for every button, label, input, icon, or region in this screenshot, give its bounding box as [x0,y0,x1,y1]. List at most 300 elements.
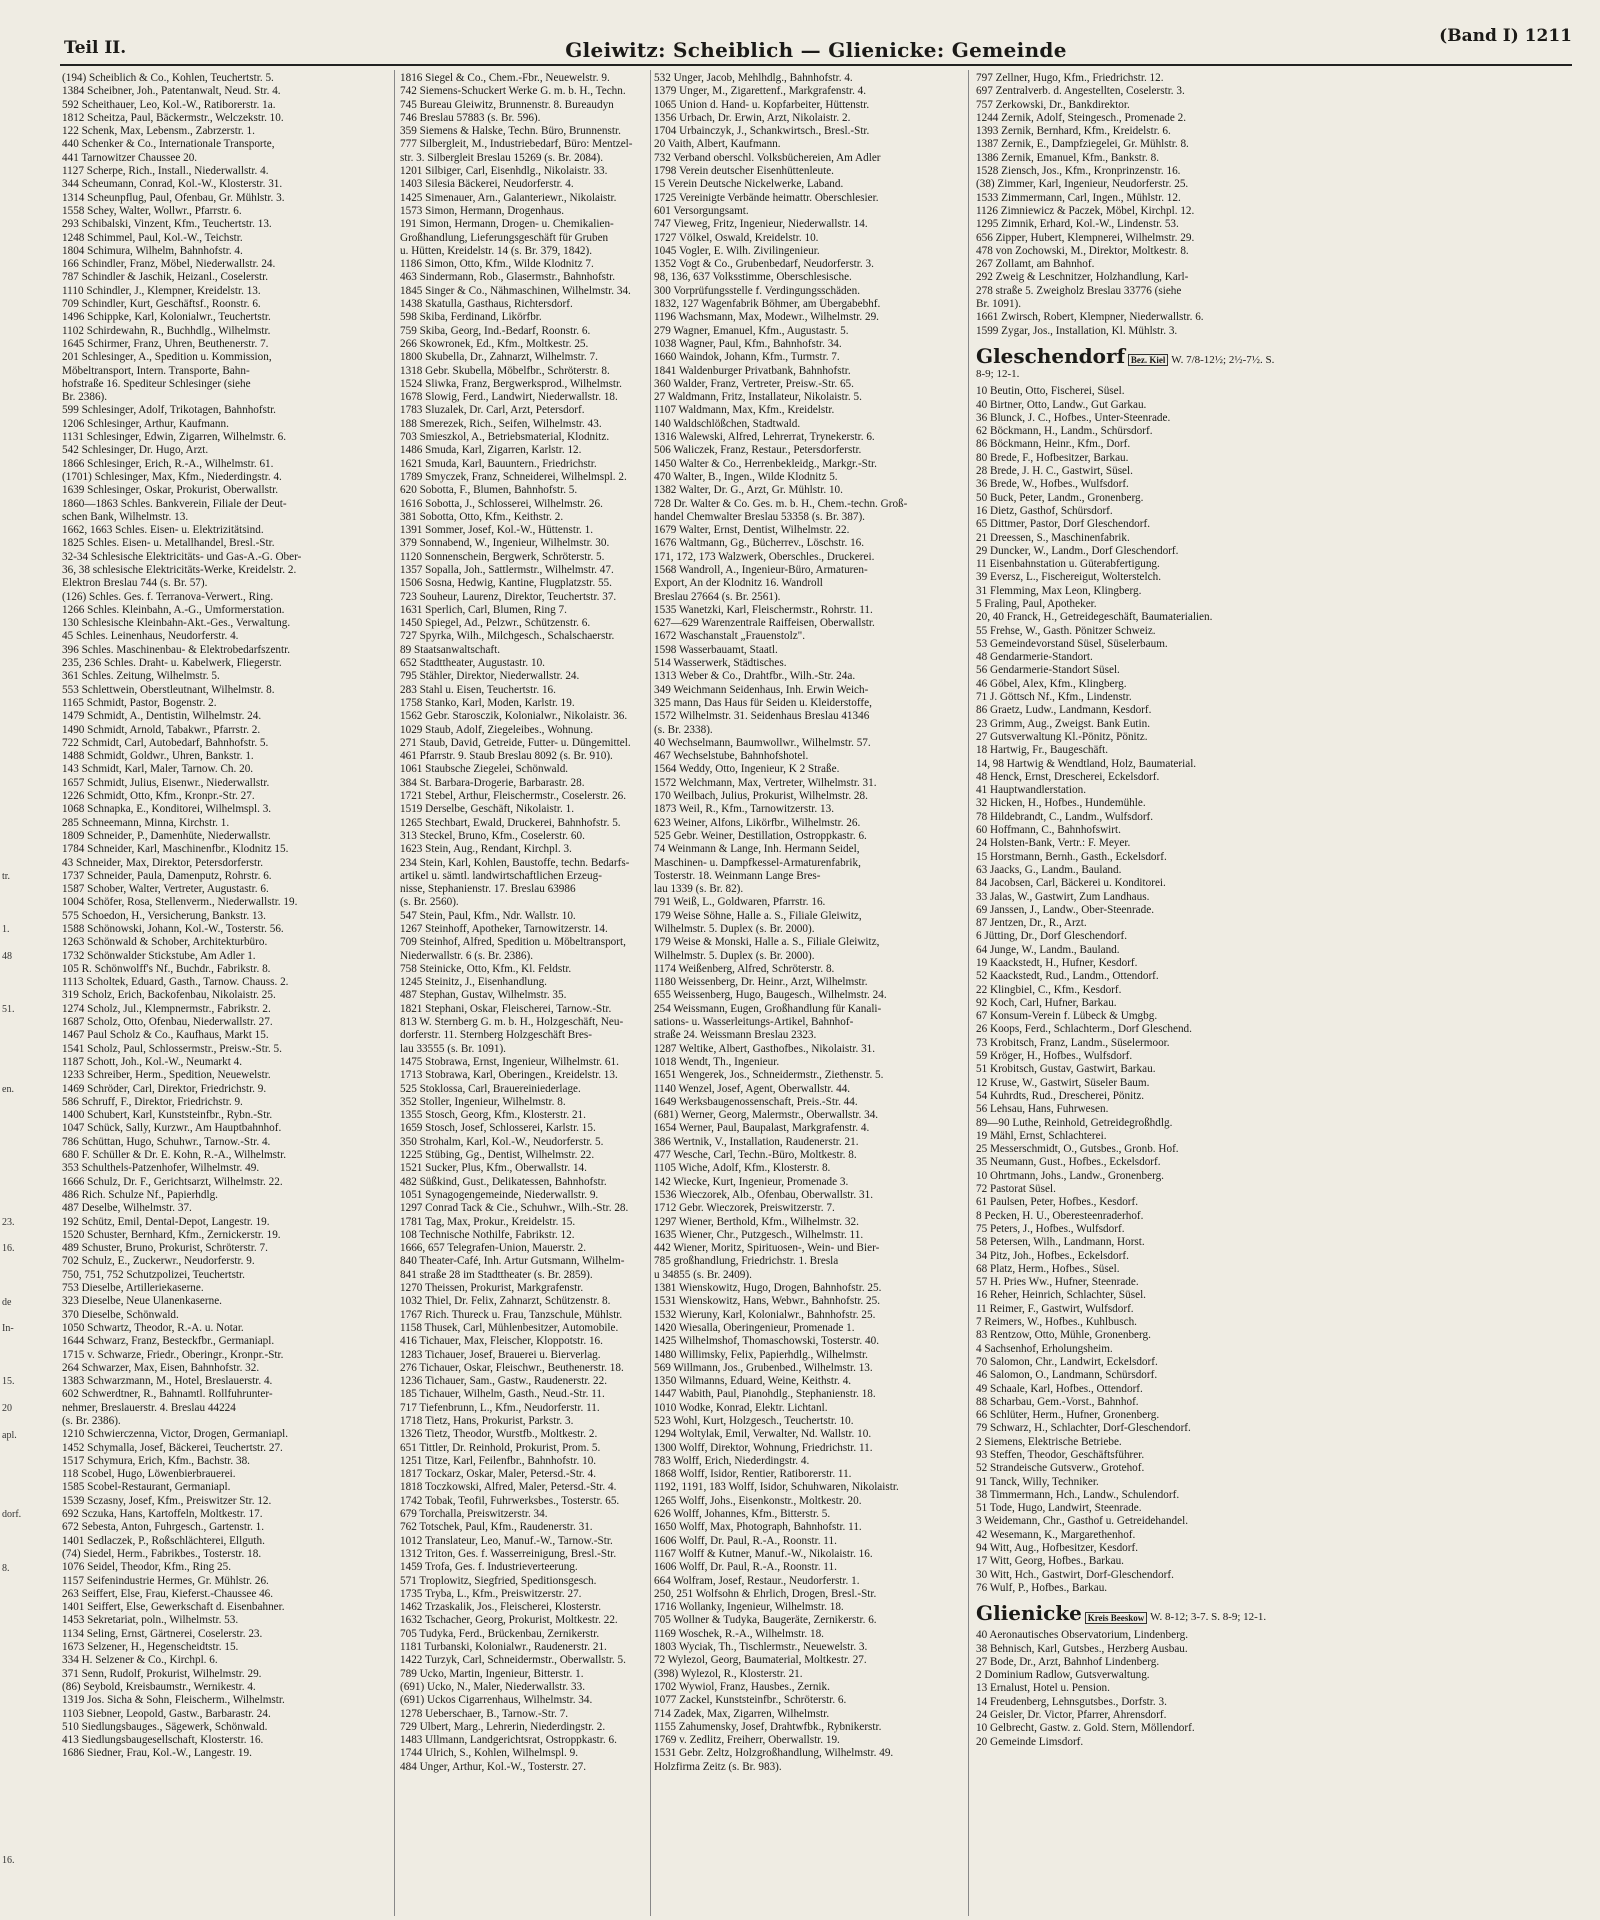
directory-entry: 142 Wiecke, Kurt, Ingenieur, Promenade 3. [654,1175,849,1188]
directory-entry: 623 Weiner, Alfons, Likörfbr., Wilhelmstr. 26. [654,816,861,829]
directory-entry: 1488 Schmidt, Goldwr., Uhren, Bankstr. 1. [62,750,254,763]
directory-entry: 1045 Vogler, E. Wilh. Zivilingenieur. [654,244,820,257]
margin-fragment: 48 [2,950,12,962]
directory-entry: 1167 Wolff & Kutner, Manuf.-W., Nikolaistr. 16. [654,1547,873,1560]
directory-entry: 2 Dominium Radlow, Gutsverwaltung. [976,1669,1150,1682]
directory-entry: 1319 Jos. Sicha & Sohn, Fleischerm., Wilhelmstr. [62,1694,285,1707]
directory-entry: 569 Willmann, Jos., Grubenbed., Wilhelmstr. 13. [654,1361,873,1374]
directory-entry: 1769 v. Zedlitz, Freiherr, Oberwallstr. 19. [654,1734,840,1747]
place-heading-glienicke [976,1601,1284,1625]
directory-entry: 360 Walder, Franz, Vertreter, Preisw.-Str. 65. [654,377,854,390]
directory-entry: lau 33555 (s. Br. 1091). [400,1042,506,1055]
directory-entry: 20 Gemeinde Limsdorf. [976,1735,1084,1748]
directory-entry: Möbeltransport, Intern. Transporte, Bahn- [62,364,250,377]
directory-entry: 89 Staatsanwaltschaft. [400,643,501,656]
directory-entry: 1266 Schles. Kleinbahn, A.-G., Umformerstation. [62,603,285,616]
directory-entry: 1496 Schippke, Karl, Kolonialwr., Teuchertstr. [62,311,271,324]
directory-entry: 48 Gendarmerie-Standort. [976,651,1093,664]
place-name: Glienicke [976,1601,1082,1626]
directory-entry: 1051 Synagogengemeinde, Niederwallstr. 9. [400,1188,599,1201]
directory-entry: 55 Frehse, W., Gasth. Pönitzer Schweiz. [976,624,1156,637]
directory-entry: 1295 Zimnik, Erhard, Kol.-W., Lindenstr. 53. [976,218,1179,231]
directory-entry: 171, 172, 173 Walzwerk, Oberschles., Druckerei. [654,550,875,563]
directory-entry: 487 Deselbe, Wilhelmstr. 37. [62,1202,192,1215]
directory-entry: 416 Tichauer, Max, Fleischer, Kloppotstr. 16. [400,1335,603,1348]
directory-entry: 1704 Urbainczyk, J., Schankwirtsch., Bresl.-Str. [654,125,870,138]
directory-entry: 27 Gutsverwaltung Kl.-Pönitz, Pönitz. [976,730,1148,743]
directory-entry: 10 Gelbrecht, Gastw. z. Gold. Stern, Möllendorf. [976,1722,1195,1735]
directory-entry: 692 Sczuka, Hans, Kartoffeln, Moltkestr. 17. [62,1508,263,1521]
directory-entry: 1818 Toczkowski, Alfred, Maler, Petersd.-Str. 4. [400,1481,617,1494]
directory-entry: 1679 Walter, Ernst, Dentist, Wilhelmstr. 22. [654,524,850,537]
directory-entry: 143 Schmidt, Karl, Maler, Tarnow. Ch. 20. [62,763,254,776]
directory-entry: 18 Hartwig, Fr., Baugeschäft. [976,744,1109,757]
directory-entry: 697 Zentralverb. d. Angestellten, Coselerstr. 3. [976,85,1185,98]
directory-entry: 467 Wechselstube, Bahnhofshotel. [654,750,809,763]
directory-entry: 1105 Wiche, Adolf, Kfm., Klosterstr. 8. [654,1162,831,1175]
directory-entry: 482 Süßkind, Gust., Delikatessen, Bahnhofstr. [400,1175,607,1188]
directory-entry: 599 Schlesinger, Adolf, Trikotagen, Bahnhofstr. [62,404,276,417]
directory-entry: 1616 Sobotta, J., Schlosserei, Wilhelmstr. 26. [400,497,603,510]
directory-entry: 1352 Vogt & Co., Grubenbedarf, Neudorferstr. 3. [654,258,874,271]
directory-entry: 1326 Tietz, Theodor, Wurstfb., Moltkestr. 2. [400,1428,598,1441]
directory-entry: 5 Fraling, Paul, Apotheker. [976,597,1097,610]
directory-entry: 62 Böckmann, H., Landm., Schürsdorf. [976,425,1153,438]
directory-entry: 6 Jütting, Dr., Dorf Gleschendorf. [976,930,1128,943]
directory-entry: 1012 Translateur, Leo, Manuf.-W., Tarnow.-Str. [400,1534,613,1547]
directory-entry: 1737 Schneider, Paula, Damenputz, Rohrstr. 6. [62,869,272,882]
directory-entry: 1535 Wanetzki, Karl, Fleischermstr., Rohrstr. 11. [654,603,873,616]
directory-entry: 1158 Thusek, Carl, Mühlenbesitzer, Automobile. [400,1321,619,1334]
directory-entry: 352 Stoller, Ingenieur, Wilhelmstr. 8. [400,1095,566,1108]
directory-entry: 1127 Scherpe, Rich., Install., Niederwallstr. 4. [62,165,269,178]
directory-entry: 1196 Wachsmann, Max, Modewr., Wilhelmstr. 29. [654,311,879,324]
directory-entry: 1789 Smyczek, Franz, Schneiderei, Wilhelmspl. 2. [400,470,627,483]
directory-entry: 75 Peters, J., Hofbes., Wulfsdorf. [976,1222,1125,1235]
column-divider [968,70,969,1916]
margin-fragment: 15. [2,1376,15,1388]
directory-entry: (86) Seybold, Kreisbaumstr., Wernikestr. 4. [62,1680,256,1693]
directory-entry: 1784 Schneider, Karl, Maschinenfbr., Klodnitz 15. [62,843,289,856]
directory-entry: 477 Wesche, Carl, Techn.-Büro, Moltkestr. 8. [654,1149,857,1162]
directory-entry: 1678 Slowig, Ferd., Landwirt, Niederwallstr. 18. [400,391,618,404]
directory-entry: 1673 Selzener, H., Hegenscheidtstr. 15. [62,1641,239,1654]
directory-entry: 68 Platz, Herm., Hofbes., Süsel. [976,1262,1120,1275]
directory-entry: 1528 Ziensch, Jos., Kfm., Kronprinzenstr. 16. [976,165,1181,178]
directory-entry: 1686 Siedner, Frau, Kol.-W., Langestr. 19. [62,1747,252,1760]
directory-entry: 1450 Walter & Co., Herrenbekleidg., Markgr.-Str. [654,457,877,470]
directory-entry: 300 Vorprüfungsstelle f. Verdingungsschäden. [654,284,861,297]
directory-entry: 1662, 1663 Schles. Eisen- u. Elektrizitätsind. [62,524,264,537]
section-label: Teil II. [64,38,127,58]
directory-entry: 1467 Paul Scholz & Co., Kaufhaus, Markt 15. [62,1029,269,1042]
directory-entry: 680 F. Schüller & Dr. E. Kohn, R.-A., Wilhelmstr. [62,1149,287,1162]
directory-entry: 30 Witt, Hch., Gastwirt, Dorf-Gleschendorf. [976,1568,1174,1581]
directory-entry: 1210 Schwierczenna, Victor, Drogen, Germaniapl. [62,1428,289,1441]
header-rule [60,64,1572,66]
directory-entry: 1120 Sonnenschein, Bergwerk, Schröterstr. 5. [400,550,605,563]
directory-entry: 1226 Schmidt, Otto, Kfm., Kronpr.-Str. 27. [62,790,255,803]
directory-entry: 1735 Tryba, L., Kfm., Preiswitzerstr. 27. [400,1587,582,1600]
directory-entry: 1061 Staubsche Ziegelei, Schönwald. [400,763,569,776]
directory-entry: 1659 Stosch, Josef, Schlosserei, Karlstr. 15. [400,1122,596,1135]
directory-entry: 92 Koch, Carl, Hufner, Barkau. [976,996,1117,1009]
directory-entry: 1767 Rich. Thureck u. Frau, Tanzschule, Mühlstr. [400,1308,623,1321]
directory-entry: 201 Schlesinger, A., Spedition u. Kommission, [62,351,272,364]
directory-entry: 130 Schlesische Kleinbahn-Akt.-Ges., Verwaltung. [62,617,291,630]
directory-entry: 1532 Wieruny, Karl, Kolonialwr., Bahnhofstr. 25. [654,1308,876,1321]
directory-entry: lau 1339 (s. Br. 82). [654,883,744,896]
directory-entry: 1721 Stebel, Arthur, Fleischermstr., Coselerstr. 26. [400,790,627,803]
directory-entry: 727 Spyrka, Wilh., Milchgesch., Schalschaerstr. [400,630,615,643]
directory-entry: 88 Scharbau, Gem.-Vorst., Bahnhof. [976,1395,1139,1408]
directory-entry: 10 Ohrtmann, Johs., Landw., Gronenberg. [976,1169,1164,1182]
directory-entry: dorferstr. 11. Sternberg Holzgeschäft Bres- [400,1029,592,1042]
margin-fragment: 23. [2,1216,15,1228]
directory-entry: 1318 Gebr. Skubella, Möbelfbr., Schröterstr. 8. [400,364,610,377]
page-header [60,26,1572,60]
directory-entry: 43 Schneider, Max, Direktor, Petersdorferstr. [62,856,264,869]
directory-entry: 1783 Sluzalek, Dr. Carl, Arzt, Petersdorf. [400,404,585,417]
directory-entry: 325 mann, Das Haus für Seiden u. Kleiderstoffe, [654,696,872,709]
directory-entry: 571 Troplowitz, Siegfried, Speditionsgesch. [400,1574,597,1587]
directory-entry: 1110 Schindler, J., Klempner, Kreidelstr. 13. [62,284,261,297]
directory-entry: 50 Buck, Peter, Landm., Gronenberg. [976,491,1144,504]
directory-entry: Br. 1091). [976,298,1022,311]
directory-entry: 1519 Derselbe, Geschäft, Nikolaistr. 1. [400,803,574,816]
directory-entry: 489 Schuster, Bruno, Prokurist, Schröterstr. 7. [62,1242,268,1255]
glienicke-list [976,1629,1284,1749]
directory-entry: Wilhelmstr. 5. Duplex (s. Br. 2000). [654,923,815,935]
directory-entry: 1676 Waltmann, Gg., Bücherrev., Löschstr. 16. [654,537,865,550]
directory-entry: 1313 Weber & Co., Drahtfbr., Wilh.-Str. 24a. [654,670,856,683]
directory-entry: 575 Schoedon, H., Versicherung, Bankstr. 13. [62,909,266,922]
page-title: Gleiwitz: Scheiblich — Glienicke: Gemeinde [565,38,1067,62]
directory-entry: 655 Weissenberg, Hugo, Baugesch., Wilhelmstr. 24. [654,989,887,1002]
directory-entry: 1521 Sucker, Plus, Kfm., Oberwallstr. 14. [400,1162,587,1175]
directory-entry: 179 Weise & Monski, Halle a. S., Filiale Gleiwitz, [654,936,880,949]
directory-entry: 384 St. Barbara-Drogerie, Barbarastr. 28. [400,776,585,789]
directory-entry: 264 Schwarzer, Max, Eisen, Bahnhofstr. 32. [62,1361,260,1374]
directory-entry: 514 Wasserwerk, Städtisches. [654,657,787,670]
directory-entry: 1278 Ueberschaer, B., Tarnow.-Str. 7. [400,1707,569,1720]
directory-entry: 396 Schles. Maschinenbau- & Elektrobedarfszentr. [62,643,291,656]
directory-entry: 70 Salomon, Chr., Landwirt, Eckelsdorf. [976,1355,1158,1368]
directory-entry: 32 Hicken, H., Hofbes., Hundemühle. [976,797,1146,810]
directory-entry: 1384 Scheibner, Joh., Patentanwalt, Neud. Str. 4. [62,85,281,98]
directory-entry: 319 Scholz, Erich, Backofenbau, Nikolaistr. 25. [62,989,276,1002]
directory-entry: 57 H. Pries Ww., Hufner, Steenrade. [976,1276,1139,1289]
directory-entry: 11 Reimer, F., Gastwirt, Wulfsdorf. [976,1302,1134,1315]
directory-entry: 602 Schwerdtner, R., Bahnamtl. Rollfuhrunter- [62,1388,273,1401]
directory-entry: 722 Schmidt, Carl, Autobedarf, Bahnhofstr. 5. [62,736,269,749]
directory-entry: 20 Vaith, Albert, Kaufmann. [654,138,781,151]
directory-entry: 525 Gebr. Weiner, Destillation, Ostroppkastr. 6. [654,829,867,842]
directory-entry: 267 Zollamt, am Bahnhof. [976,258,1095,271]
directory-entry: 1181 Turbanski, Kolonialwr., Raudenerstr. 21. [400,1641,607,1654]
directory-entry: 1816 Siegel & Co., Chem.-Fbr., Neuewelstr. 9. [400,72,610,84]
directory-entry: 349 Weichmann Seidenhaus, Inh. Erwin Weich- [654,683,869,696]
directory-entry: 1654 Werner, Paul, Baupalast, Markgrafenstr. 4. [654,1122,870,1135]
directory-entry: sations- u. Wasserleitungs-Artikel, Bahnhof- [654,1016,854,1029]
directory-entry: 1809 Schneider, P., Damenhüte, Niederwallstr. [62,829,271,842]
directory-entry: 797 Zellner, Hugo, Kfm., Friedrichstr. 12. [976,72,1164,84]
directory-entry: 1541 Scholz, Paul, Schlossermstr., Preisw.-Str. 5. [62,1042,282,1055]
directory-entry: 54 Kuhrdts, Rud., Drescherei, Pönitz. [976,1089,1145,1102]
directory-entry: schen Bank, Wilhelmstr. 13. [62,510,189,523]
directory-entry: 1174 Weißenberg, Alfred, Schröterstr. 8. [654,962,835,975]
directory-entry: 78 Hildebrandt, C., Landm., Wulfsdorf. [976,810,1154,823]
directory-entry: 234 Stein, Karl, Kohlen, Baustoffe, techn. Bedarfs- [400,856,630,869]
directory-entry: 651 Tittler, Dr. Reinhold, Prokurist, Prom. 5. [400,1441,601,1454]
directory-entry: 1155 Zahumensky, Josef, Drahtwfbk., Rybnikerstr. [654,1720,882,1733]
directory-entry: 59 Kröger, H., Hofbes., Wulfsdorf. [976,1050,1133,1063]
directory-entry: 1283 Tichauer, Josef, Brauerei u. Bierverlag. [400,1348,601,1361]
directory-entry: 1606 Wolff, Dr. Paul, R.-A., Roonstr. 11. [654,1561,837,1574]
directory-entry: 1479 Schmidt, A., Dentistin, Wilhelmstr. 24. [62,710,262,723]
directory-entry: 586 Schruff, F., Direktor, Friedrichstr. 9. [62,1095,243,1108]
directory-entry: 728 Dr. Walter & Co. Ges. m. b. H., Chem.-techn. Groß- [654,497,908,510]
directory-entry: 1263 Schönwald & Schober, Architekturbüro. [62,936,268,949]
directory-entry: 1126 Zimniewicz & Paczek, Möbel, Kirchpl. 12. [976,204,1195,217]
directory-entry: 1873 Weil, R., Kfm., Tarnowitzerstr. 13. [654,803,834,816]
directory-entry: 118 Scobel, Hugo, Löwenbierbrauerei. [62,1468,236,1481]
directory-entry: 1568 Wandroll, A., Ingenieur-Büro, Armaturen- [654,563,868,576]
directory-entry: 1832, 127 Wagenfabrik Böhmer, am Übergabebhf. [654,298,881,311]
directory-entry: 1573 Simon, Hermann, Drogenhaus. [400,204,565,217]
directory-entry: 108 Technische Nothilfe, Fabrikstr. 12. [400,1228,575,1241]
directory-entry: 1065 Union d. Hand- u. Kopfarbeiter, Hüttenstr. [654,98,870,111]
directory-column-2 [400,72,662,1912]
directory-entry: 32-34 Schlesische Elektricitäts- und Gas-A.-G. Ober- [62,550,302,563]
directory-entry: 753 Dieselbe, Artilleriekaserne. [62,1282,204,1295]
directory-entry: 53 Gemeindevorstand Süsel, Süselerbaum. [976,637,1168,650]
directory-entry: 1316 Walewski, Alfred, Lehrerrat, Trynekerstr. 6. [654,431,875,444]
directory-entry: 1248 Schimmel, Paul, Kol.-W., Teichstr. [62,231,243,244]
directory-entry: 672 Sebesta, Anton, Fuhrgesch., Gartenstr. 1. [62,1521,265,1534]
directory-entry: 41 Hauptwandlerstation. [976,784,1086,797]
directory-entry: 486 Rich. Schulze Nf., Papierhdlg. [62,1188,218,1201]
directory-entry: 58 Petersen, Wilh., Landmann, Horst. [976,1236,1145,1249]
directory-entry: Export, An der Klodnitz 16. Wandroll [654,577,823,590]
directory-entry: 679 Torchalla, Preiswitzerstr. 34. [400,1508,548,1521]
directory-entry: 532 Unger, Jacob, Mehlhdlg., Bahnhofstr. 4. [654,72,853,84]
directory-entry: 40 Birtner, Otto, Landw., Gut Garkau. [976,398,1147,411]
directory-entry: 1702 Wywiol, Franz, Hausbes., Zernik. [654,1680,830,1693]
directory-entry: 745 Bureau Gleiwitz, Brunnenstr. 8. Bureaudyn [400,98,614,111]
directory-entry: 1732 Schönwalder Stickstube, Am Adler 1. [62,949,256,962]
directory-entry: 31 Flemming, Max Leon, Klingberg. [976,584,1142,597]
directory-entry: 758 Steinicke, Otto, Kfm., Kl. Feldstr. [400,962,572,975]
directory-entry: 1524 Sliwka, Franz, Bergwerksprod., Wilhelmstr. [400,377,622,390]
directory-entry: 732 Verband oberschl. Volksbüchereien, Am Adler [654,151,881,164]
directory-entry: 723 Souheur, Laurenz, Direktor, Teuchertstr. 37. [400,590,617,603]
directory-entry: 1400 Schubert, Karl, Kunststeinfbr., Rybn.-Str. [62,1109,273,1122]
directory-entry: 1812 Scheitza, Paul, Bäckermstr., Welczekstr. 10. [62,111,284,124]
directory-entry: 1157 Seifenindustrie Hermes, Gr. Mühlstr. 26. [62,1574,269,1587]
office-hours: W. 7/8-12½; 2½-7½. S. 8-9; 12-1. [976,353,1275,380]
directory-entry: 1169 Woschek, R.-A., Wilhelmstr. 18. [654,1627,824,1640]
directory-entry: 762 Totschek, Paul, Kfm., Raudenerstr. 31. [400,1521,593,1534]
directory-entry: 1420 Wiesalla, Oberingenieur, Promenade 1. [654,1321,855,1334]
directory-entry: 14 Freudenberg, Lehnsgutsbes., Dorfstr. 3. [976,1695,1167,1708]
directory-entry: 1029 Staub, Adolf, Ziegeleibes., Wohnung. [400,723,594,736]
directory-entry: 1076 Seidel, Theodor, Kfm., Ring 25. [62,1561,232,1574]
directory-entry: 626 Wolff, Johannes, Kfm., Bitterstr. 5. [654,1508,831,1521]
directory-entry: 729 Ulbert, Marg., Lehrerin, Niederdingstr. 2. [400,1720,606,1733]
directory-entry: 36 Brede, W., Hofbes., Wulfsdorf. [976,478,1129,491]
directory-entry: 1379 Unger, M., Zigarettenf., Markgrafenstr. 4. [654,85,867,98]
directory-entry: 1386 Zernik, Emanuel, Kfm., Bankstr. 8. [976,151,1160,164]
directory-entry: 542 Schlesinger, Dr. Hugo, Arzt. [62,444,209,457]
margin-fragment: tr. [2,871,11,882]
directory-entry: 703 Smieszkol, A., Betriebsmaterial, Klodnitz. [400,431,610,444]
directory-entry: 525 Stoklossa, Carl, Brauereiniederlage. [400,1082,581,1095]
directory-entry: 601 Versorgungsamt. [654,204,749,217]
directory-entry: 1639 Schlesinger, Oskar, Prokurist, Oberwallstr. [62,484,278,497]
directory-entry: 795 Stähler, Direktor, Niederwallstr. 24. [400,670,580,683]
directory-entry: 785 großhandlung, Friedrichstr. 1. Bresla [654,1255,839,1268]
directory-entry: 1422 Turzyk, Carl, Schneidermstr., Oberwallstr. 5. [400,1654,626,1667]
directory-entry: 1297 Conrad Tack & Cie., Schuhwr., Wilh.-Str. 28. [400,1202,629,1215]
directory-entry: 263 Seiffert, Else, Frau, Kieferst.-Chaussee 46. [62,1587,274,1600]
directory-entry: 60 Hoffmann, C., Bahnhofswirt. [976,824,1121,837]
directory-entry: 353 Schulthels-Patzenhofer, Wilhelmstr. 49. [62,1162,260,1175]
directory-entry: 1192, 1191, 183 Wolff, Isidor, Schuhwaren, Nikolaistr. [654,1481,899,1494]
directory-entry: 1004 Schöfer, Rosa, Stellenverm., Niederwallstr. 19. [62,896,298,909]
directory-entry: 74 Weinmann & Lange, Inh. Hermann Seidel, [654,843,860,856]
directory-entry: 51 Krobitsch, Gustav, Gastwirt, Barkau. [976,1063,1156,1076]
directory-entry: 33 Jalas, W., Gastwirt, Zum Landhaus. [976,890,1150,903]
directory-entry: 27 Bode, Dr., Arzt, Bahnhof Lindenberg. [976,1655,1160,1668]
margin-fragment: 1. [2,924,10,936]
directory-entry: 1506 Sosna, Hedwig, Kantine, Flugplatzstr. 55. [400,577,612,590]
directory-entry: 1450 Spiegel, Ad., Pelzwr., Schützenstr. 6. [400,617,591,630]
directory-entry: 105 R. Schönwolff's Nf., Buchdr., Fabrikstr. 8. [62,962,271,975]
directory-entry: 36, 38 schlesische Elektricitäts-Werke, Kreidelstr. 2. [62,563,297,576]
directory-entry: 24 Geisler, Dr. Victor, Pfarrer, Ahrensdorf. [976,1709,1167,1722]
directory-entry: 1825 Schles. Eisen- u. Metallhandel, Bresl.-Str. [62,537,275,550]
directory-entry: 1236 Tichauer, Sam., Gastw., Raudenerstr. 22. [400,1375,608,1388]
directory-entry: 86 Böckmann, Heinr., Kfm., Dorf. [976,438,1131,451]
directory-entry: 510 Siedlungsbauges., Sägewerk, Schönwald. [62,1720,268,1733]
directory-entry: 166 Schindler, Franz, Möbel, Niederwallstr. 24. [62,258,276,271]
directory-entry: u. Hütten, Kreidelstr. 14 (s. Br. 379, 1842). [400,244,593,257]
directory-entry: nehmer, Breslauerstr. 4. Breslau 44224 [62,1401,236,1414]
directory-entry: 1645 Schirmer, Franz, Uhren, Beuthenerstr. 7. [62,337,269,350]
directory-entry: 1712 Gebr. Wieczorek, Preiswitzerstr. 7. [654,1202,835,1215]
directory-entry: 1539 Sczasny, Josef, Kfm., Preiswitzer Str. 12. [62,1494,272,1507]
directory-entry: 170 Weilbach, Julius, Prokurist, Wilhelmstr. 28. [654,790,868,803]
directory-entry: 49 Schaale, Karl, Hofbes., Ottendorf. [976,1382,1143,1395]
directory-entry: 254 Weissmann, Eugen, Großhandlung für Kanali- [654,1002,882,1015]
directory-entry: 79 Schwarz, H., Schlachter, Dorf-Gleschendorf. [976,1422,1191,1435]
directory-entry: 1572 Welchmann, Max, Vertreter, Wilhelmstr. 31. [654,776,877,789]
directory-entry: 1383 Schwarzmann, M., Hotel, Breslauerstr. 4. [62,1375,273,1388]
directory-entry: 841 straße 28 im Stadttheater (s. Br. 2859). [400,1268,593,1281]
directory-entry: 14, 98 Hartwig & Wendtland, Holz, Baumaterial. [976,757,1197,770]
directory-entry: 1588 Schönowski, Johann, Kol.-W., Tosterstr. 56. [62,923,284,935]
directory-entry: 1621 Smuda, Karl, Bauuntern., Friedrichstr. [400,457,597,470]
directory-entry: 69 Janssen, J., Landw., Ober-Steenrade. [976,903,1154,916]
directory-entry: 1387 Zernik, E., Dampfziegelei, Gr. Mühlstr. 8. [976,138,1189,151]
directory-entry: 1453 Sekretariat, poln., Wilhelmstr. 53. [62,1614,239,1627]
directory-entry: 8 Pecken, H. U., Oberesteenraderhof. [976,1209,1144,1222]
directory-entry: (398) Wylezol, R., Klosterstr. 21. [654,1667,803,1680]
directory-entry: Breslau 27664 (s. Br. 2561). [654,590,781,603]
directory-entry: 1533 Zimmermann, Carl, Ingen., Mühlstr. 12. [976,191,1181,204]
directory-entry: 1651 Wengerek, Jos., Schneidermstr., Ziethenstr. 5. [654,1069,884,1082]
directory-entry: 1725 Vereinigte Verbände heimattr. Oberschlesier. [654,191,879,204]
directory-entry: 709 Schindler, Kurt, Geschäftsf., Roonstr. 6. [62,298,261,311]
directory-entry: 1165 Schmidt, Pastor, Bogenstr. 2. [62,696,217,709]
directory-entry: 789 Ucko, Martin, Ingenieur, Bitterstr. 1. [400,1667,584,1680]
directory-entry: (s. Br. 2386). [62,1414,121,1427]
directory-entry: 627—629 Warenzentrale Raiffeisen, Oberwallstr. [654,617,875,630]
directory-entry: (691) Ucko, N., Maler, Niederwallstr. 33. [400,1680,586,1693]
directory-entry: 67 Konsum-Verein f. Lübeck & Umgbg. [976,1010,1158,1023]
directory-entry: 1475 Stobrawa, Ernst, Ingenieur, Wilhelmstr. 61. [400,1055,619,1068]
directory-entry: 1781 Tag, Max, Prokur., Kreidelstr. 15. [400,1215,576,1228]
directory-entry: 1244 Zernik, Adolf, Steingesch., Promenade 2. [976,111,1187,124]
directory-entry: 122 Schenk, Max, Lebensm., Zabrzerstr. 1. [62,125,255,138]
directory-entry: 506 Waliczek, Franz, Restaur., Petersdorferstr. [654,444,862,457]
directory-entry: 1102 Schirdewahn, R., Buchhdlg., Wilhelmstr. [62,324,271,337]
directory-entry: 359 Siemens & Halske, Techn. Büro, Brunnenstr. [400,125,621,138]
directory-entry: 470 Walter, B., Ingen., Wilde Klodnitz 5. [654,470,838,483]
directory-entry: 80 Brede, F., Hofbesitzer, Barkau. [976,451,1129,464]
directory-entry: 598 Skiba, Ferdinand, Likörfbr. [400,311,542,324]
directory-entry: 523 Wohl, Kurt, Holzgesch., Teuchertstr. 10. [654,1414,854,1427]
margin-fragment: en. [2,1083,14,1095]
directory-entry: 664 Wolfram, Josef, Restaur., Neudorferstr. 1. [654,1574,860,1587]
directory-entry: 1598 Wasserbauamt, Staatl. [654,643,778,656]
directory-entry: 1131 Schlesinger, Edwin, Zigarren, Wilhelmstr. 6. [62,431,287,444]
directory-entry: 1274 Scholz, Jul., Klempnermstr., Fabrikstr. 2. [62,1002,271,1015]
district-badge: Kreis Beeskow [1085,1612,1148,1624]
directory-entry: 84 Jacobsen, Carl, Bäckerei u. Konditorei. [976,877,1166,890]
directory-entry: 98, 136, 637 Volksstimme, Oberschlesische. [654,271,852,284]
directory-entry: 38 Timmermann, Hch., Landw., Schulendorf. [976,1488,1180,1501]
directory-entry: 787 Schindler & Jaschik, Heizanl., Coselerstr. [62,271,268,284]
directory-entry: 1742 Tobak, Teofil, Fuhrwerksbes., Tosterstr. 65. [400,1494,620,1507]
directory-entry: 361 Schles. Zeitung, Wilhelmstr. 5. [62,670,220,683]
directory-entry: 93 Steffen, Theodor, Geschäftsführer. [976,1448,1145,1461]
directory-entry: Niederwallstr. 6 (s. Br. 2386). [400,949,533,962]
directory-entry: 1841 Waldenburger Privatbank, Bahnhofstr. [654,364,851,377]
district-badge: Bez. Kiel [1128,354,1169,366]
directory-entry: 1010 Wodke, Konrad, Elektr. Lichtanl. [654,1401,828,1414]
directory-entry: 1140 Wenzel, Josef, Agent, Oberwallstr. 44. [654,1082,851,1095]
directory-entry: 39 Eversz, L., Fischereigut, Wolterstelch. [976,571,1161,584]
directory-entry: 1391 Sommer, Josef, Kol.-W., Hüttenstr. 1. [400,524,594,537]
office-hours: W. 8-12; 3-7. S. 8-9; 12-1. [1150,1611,1267,1624]
directory-entry: 381 Sobotta, Otto, Kfm., Keithstr. 2. [400,510,564,523]
directory-entry: 1201 Silbiger, Carl, Eisenhdlg., Nikolaistr. 33. [400,165,608,178]
directory-entry: 1270 Theissen, Prokurist, Markgrafenstr. [400,1282,584,1295]
directory-entry: 72 Pastorat Süsel. [976,1183,1056,1196]
directory-entry: 1186 Simon, Otto, Kfm., Wilde Klodnitz 7. [400,258,594,271]
directory-entry: 1225 Stübing, Gg., Dentist, Wilhelmstr. 22. [400,1149,595,1162]
directory-entry: 1134 Seling, Ernst, Gärtnerei, Coselerstr. 23. [62,1627,263,1640]
directory-entry: 1821 Stephani, Oskar, Fleischerei, Tarnow.-Str. [400,1002,612,1015]
directory-entry: 652 Stadttheater, Augustastr. 10. [400,657,545,670]
directory-entry: 3 Weidemann, Chr., Gasthof u. Getreidehandel. [976,1515,1189,1528]
directory-entry: 56 Gendarmerie-Standort Süsel. [976,664,1120,677]
directory-entry: 64 Junge, W., Landm., Bauland. [976,943,1120,956]
directory-entry: 1050 Schwartz, Theodor, R.-A. u. Notar. [62,1321,244,1334]
place-heading-gleschendorf [976,344,1284,381]
